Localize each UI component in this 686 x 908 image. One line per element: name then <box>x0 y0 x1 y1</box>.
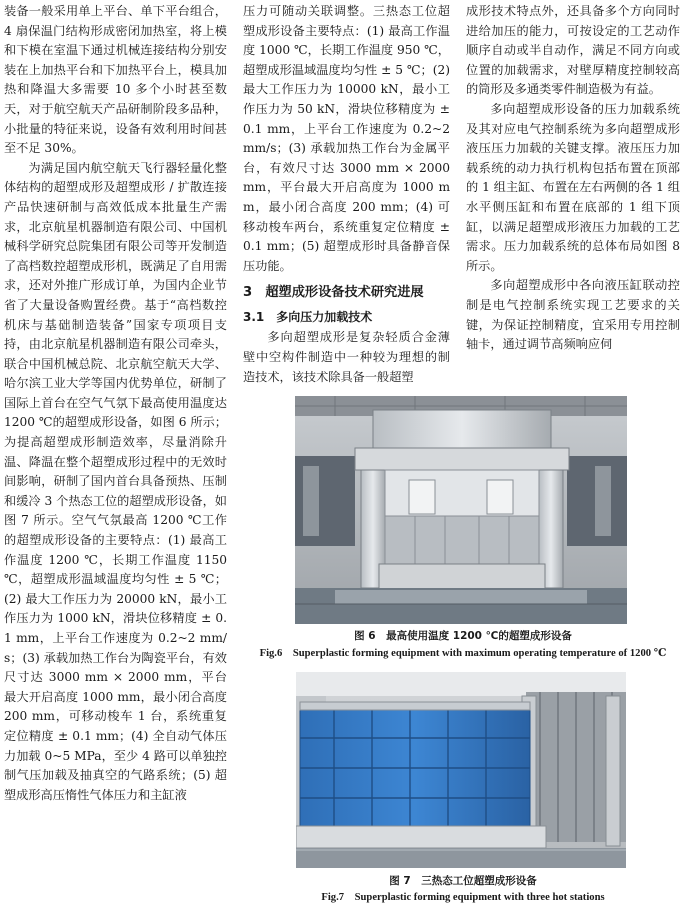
section-heading: 3 超塑成形设备技术研究进展 <box>243 285 424 301</box>
text-column-3 <box>466 2 680 355</box>
figure-caption-en: Fig.7 Superplastic forming equipment with three hot stations <box>321 892 605 903</box>
paragraph: 压力可随动关联调整。三热态工位超塑成形设备主要特点：(1) 最高工作温度 1000 ℃，长期工作温度 950 ℃，超塑成形温域温度均匀性 ± 5 ℃；(2) 最大工作压力为 10000 kN，最小工作压力为 50 kN，滑块位移精度为 ± 0.1 mm，上平台工作速度为 0.2~2 mm/s；(3) 承载加热工作台为金属平台，有效尺寸达 3000 mm × 2000 mm，平台最大开启高度为 1000 mm，最小闭合高度 200 mm；(4) 可移动梭车两台，系统重复定位精度 ± 0.1 mm；(5) 超塑成形时具备静音保压功能。 <box>243 4 450 273</box>
paragraph: 为满足国内航空航天飞行器轻量化整体结构的超塑成形及超塑成形 / 扩散连接产品快速研制与高效低成本批量生产需求，北京航星机器制造有限公司、中国机械科学研究总院集团有限公司等开发制造了高档数控超塑成形机，既满足了自用需求，还对外推广形成订单，为国内企业节省了大量设备购置经费。基于“高档数控机床与基础制造装备”国家专项项目支持，由北京航星机器制造有限公司牵头，联合中国机械总院、北京航空航天大学、哈尔滨工业大学等国内优势单位，研制了国际上首台在空气气氛下最高使用温度达 1200 ℃的超塑成形设备，如图 6 所示；为提高超塑成形制造效率，尽量消除升温、降温在整个超塑成形过程中的无效时间影响，研制了国内首台具备预热、压制和缓冷 3 个热态工位的超塑成形设备，如图 7 所示。空气气氛最高 1200 ℃工作的超塑成形设备的主要特点：(1) 最高工作温度 1200 ℃，长期工作温度 1150 ℃，超塑成形温域温度均匀性 ± 5 ℃；(2) 最大工作压力为 20000 kN，最小工作压力为 1000 kN，滑块位移精度 ± 0.1 mm，上平台工作速度为 0.2~2 mm/s；(3) 承载加热工作台为陶瓷平台，有效尺寸达 3000 mm × 2000 mm，平台最大开启高度 1000 mm，最小闭合高度 200 mm，可移动梭车 1 台，系统重复定位精度 ± 0.1 mm；(4) 全自动气体压力加载 0~5 MPa，至少 4 路可以单独控制气压加载及抽真空的气路系统；(5) 超塑成形高压惰性气体压力和主缸液 <box>4 160 227 802</box>
paragraph: 成形技术特点外，还具备多个方向同时进给加压的能力，可按设定的工艺动作顺序自动或半自动作，满足不同方向或位置的加载需求，对壁厚精度控制较高的筒形及多通类零件制造极为有益。 <box>466 4 680 97</box>
figure-6 <box>243 396 683 660</box>
figure-caption-cn: 图 7 三热态工位超塑成形设备 <box>389 875 537 887</box>
subsection-heading: 3.1 多向压力加载技术 <box>243 310 373 325</box>
paragraph: 多向超塑成形中各向液压缸联动控制是电气控制系统实现工艺要求的关键，为保证控制精度，宜采用专用控制轴卡，通过调节高频响应伺 <box>466 278 680 352</box>
paragraph: 多向超塑成形是复杂轻质合金薄壁中空构件制造中一种较为理想的制造技术，该技术除具备一般超塑 <box>243 330 450 384</box>
text-column-1 <box>4 2 227 906</box>
equipment-photo-fig6 <box>295 396 627 624</box>
equipment-photo-fig7 <box>296 672 626 868</box>
figure-caption-en: Fig.6 Superplastic forming equipment with maximum operating temperature of 1200 ℃ <box>259 648 667 659</box>
paragraph: 多向超塑成形设备的压力加载系统及其对应电气控制系统为多向超塑成形液压压力加载的关键支撑。液压压力加载系统的动力执行机构包括布置在顶部的 1 组主缸、布置在左右两侧的各 1 组水平侧压缸和布置在底部的 1 组下顶缸，以满足超塑成形液压力加载的工艺需求。压力加载系统的总体布局如图 8 所示。 <box>466 101 680 273</box>
figure-caption-cn: 图 6 最高使用温度 1200 ℃的超塑成形设备 <box>354 630 572 642</box>
figure-7 <box>243 672 683 908</box>
paragraph: 装备一般采用单上平台、单下平台组合，4 扇保温门结构形成密闭加热室，将上模和下模在室温下通过机械连接结构分别安装在上加热平台和下加热平台上，模具加热和降温大多需要 10 多个小时甚至数天，对于航空航天产品研制阶段多品种，小批量的特征来说，设备有效利用时间甚至不足 30%。 <box>4 4 227 156</box>
text-column-2 <box>243 2 450 387</box>
